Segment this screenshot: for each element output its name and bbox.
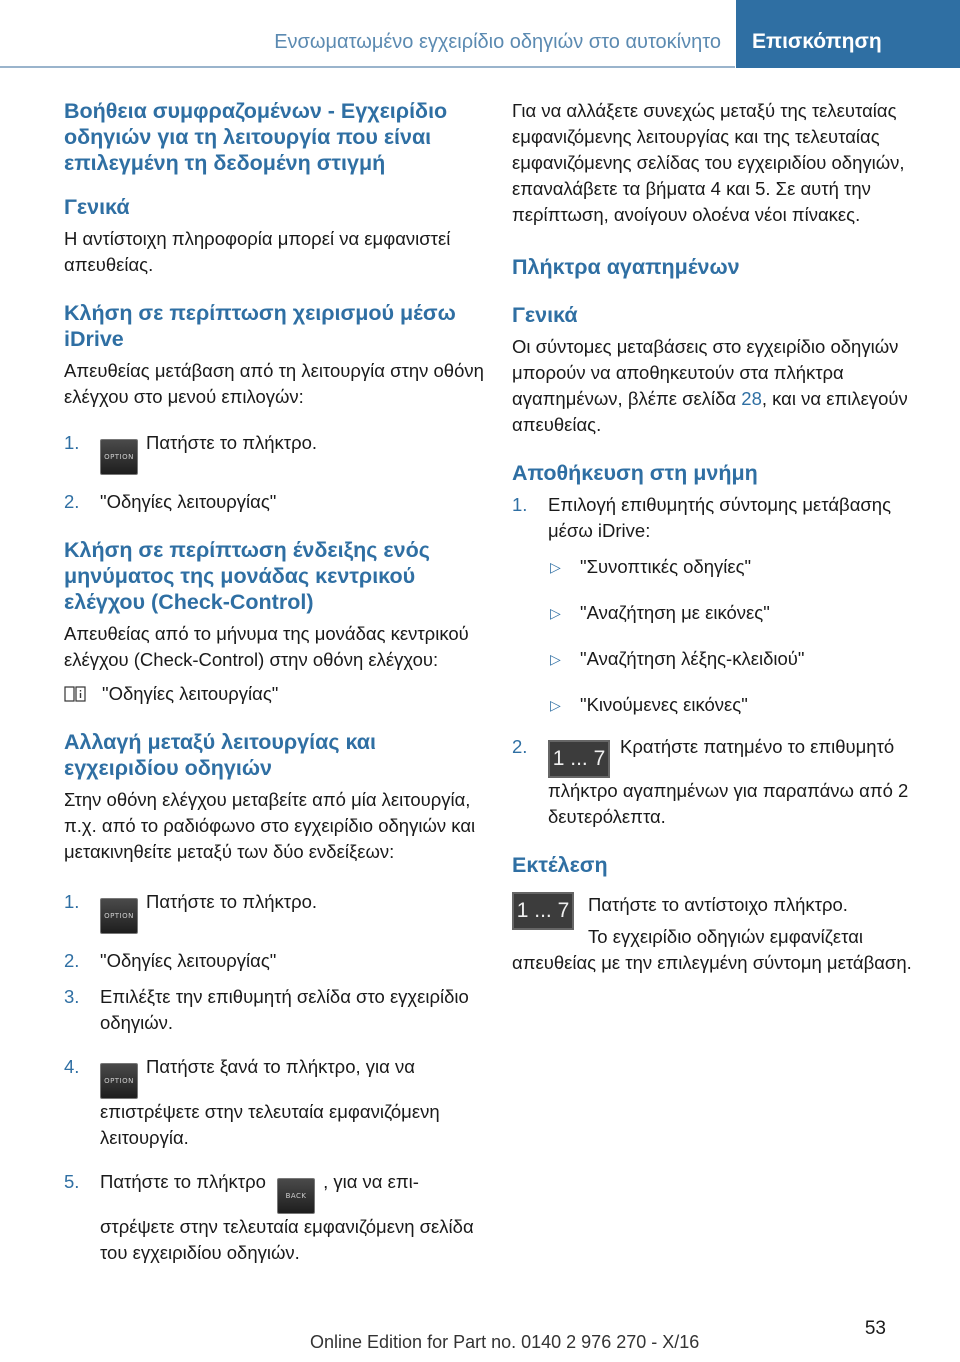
execute-text-2-content: Το εγχειρίδιο οδηγιών εμφανίζεται απευθείας με την επιλεγμένη σύντομη μετάβαση. xyxy=(512,926,912,973)
list-item xyxy=(548,692,932,718)
option-key-icon: OPTION xyxy=(100,439,138,475)
favorites-general-text xyxy=(512,334,932,438)
favorites-general-heading: Γενικά xyxy=(512,303,578,327)
shortcut-option: "Κινούμενες εικόνες" xyxy=(580,694,748,715)
store-steps xyxy=(512,492,932,830)
list-item xyxy=(512,734,932,830)
favorite-keys-icon: 1 ... 7 xyxy=(512,892,574,930)
page-link[interactable]: 28 xyxy=(741,388,762,409)
switch-heading: Αλλαγή μεταξύ λειτουργίας και εγχειριδίου οδηγιών xyxy=(64,730,376,780)
step-number: 2. xyxy=(64,950,80,971)
shortcut-option: "Συνοπτικές οδηγίες" xyxy=(580,556,752,577)
execute-block xyxy=(512,892,932,976)
option-key-icon: OPTION xyxy=(100,1063,138,1099)
step-number: 1. xyxy=(512,494,528,515)
list-item xyxy=(512,492,932,718)
header-section-tab: Επισκόπηση xyxy=(736,0,960,68)
check-control-item-text: "Οδηγίες λειτουργίας" xyxy=(102,683,279,704)
step-text: "Οδηγίες λειτουργίας" xyxy=(100,950,277,971)
idrive-text: Απευθείας μετάβαση από τη λειτουργία στην οθόνη ελέγχου στο μενού επιλογών: xyxy=(64,360,484,407)
context-help-heading: Βοήθεια συμφραζομένων - Εγχειρίδιο οδηγιών για τη λειτουργία που είναι επιλεγμένη τη δεδομένη στιγμή xyxy=(64,99,448,175)
step-text: Πατήστε το πλήκτρο. xyxy=(146,891,318,912)
switch-text: Στην οθόνη ελέγχου μεταβείτε από μία λειτουργία, π.χ. από το ραδιόφωνο στο εγχειρίδιο οδηγιών και μετακινηθείτε μεταξύ των δύο ενδείξεων: xyxy=(64,789,476,862)
list-item xyxy=(64,430,484,475)
switch-repeat-text: Για να αλλάξετε συνεχώς μεταξύ της τελευταίας εμφανιζόμενης λειτουργίας και της τελευταίας εμφανιζόμενης σελίδας του εγχειριδίου οδηγιών, επαναλάβετε τα βήματα 4 και 5. Σε αυτή την περίπτωση, ανοίγουν ολοένα νέοι πίνακες. xyxy=(512,100,905,225)
step-number: 4. xyxy=(64,1056,80,1077)
step-text: Πατήστε το πλήκτρο. xyxy=(146,432,318,453)
list-item xyxy=(64,489,484,515)
favorites-heading: Πλήκτρα αγαπημένων xyxy=(512,255,740,279)
triangle-bullet-icon: ▷ xyxy=(550,559,561,575)
check-control-item xyxy=(64,681,484,707)
general-text: Η αντίστοιχη πληροφορία μπορεί να εμφανιστεί απευθείας. xyxy=(64,228,451,275)
execute-text-1: Πατήστε το αντίστοιχο πλήκτρο. xyxy=(588,894,848,915)
list-item xyxy=(64,984,484,1036)
step-number: 1. xyxy=(64,891,80,912)
shortcut-option: "Αναζήτηση με εικόνες" xyxy=(580,602,770,623)
page-footer xyxy=(0,1318,960,1352)
list-item xyxy=(64,1169,484,1266)
step-text: Κρατήστε πατημένο το επιθυμητό πλήκτρο αγαπημένων για παραπάνω από 2 δευτερόλεπτα. xyxy=(548,736,909,827)
shortcut-options xyxy=(548,554,932,718)
step-number: 2. xyxy=(64,491,80,512)
option-key-icon: OPTION xyxy=(100,898,138,934)
step-text: Επιλέξτε την επιθυμητή σελίδα στο εγχειρίδιο οδηγιών. xyxy=(100,986,469,1033)
triangle-bullet-icon: ▷ xyxy=(550,651,561,667)
switch-steps xyxy=(64,889,484,1266)
page-number: 53 xyxy=(864,1318,886,1339)
back-key-icon: BACK xyxy=(277,1178,315,1214)
right-column xyxy=(512,98,932,992)
step-text: , για να επιστρέψετε στην τελευταία εμφανιζόμενη σελίδα του εγχειριδίου οδηγιών. xyxy=(100,1171,474,1263)
step-number: 3. xyxy=(64,986,80,1007)
execute-text-2 xyxy=(512,924,932,976)
idrive-steps xyxy=(64,430,484,515)
triangle-bullet-icon: ▷ xyxy=(550,605,561,621)
list-item xyxy=(548,600,932,626)
general-heading: Γενικά xyxy=(64,195,130,219)
execute-heading: Εκτέλεση xyxy=(512,853,608,877)
step-text: Επιλογή επιθυμητής σύντομης μετάβασης μέσω iDrive: xyxy=(548,494,892,541)
triangle-bullet-icon: ▷ xyxy=(550,697,561,713)
favorite-keys-icon: 1 ... 7 xyxy=(548,740,610,778)
favorites-general-text-b: , και να επιλεγούν απευθείας. xyxy=(512,388,908,435)
idrive-heading: Κλήση σε περίπτωση χειρισμού μέσω iDrive xyxy=(64,301,456,351)
check-control-text: Απευθείας από το μήνυμα της μονάδας κεντρικού ελέγχου (Check-Control) στην οθόνη ελέγχου: xyxy=(64,623,469,670)
edition-note: Online Edition for Part no. 0140 2 976 270 - X/16 xyxy=(310,1332,700,1352)
list-item xyxy=(548,554,932,580)
check-control-heading: Κλήση σε περίπτωση ένδειξης ενός μηνύματος της μονάδας κεντρικού ελέγχου (Check-Control) xyxy=(64,538,430,614)
list-item xyxy=(548,646,932,672)
list-item xyxy=(64,1054,484,1151)
step-number: 2. xyxy=(512,736,528,757)
step-number: 1. xyxy=(64,432,80,453)
step-text: Πατήστε ξανά το πλήκτρο, για να επιστρέψετε στην τελευταία εμφανιζόμενη λειτουργία. xyxy=(100,1056,440,1148)
left-column xyxy=(64,98,484,1282)
step-text: Πατήστε το πλήκτρο xyxy=(100,1171,266,1192)
manual-book-icon xyxy=(64,685,86,703)
list-item xyxy=(64,948,484,974)
page-header xyxy=(0,0,960,68)
list-item xyxy=(64,889,484,934)
step-number: 5. xyxy=(64,1171,80,1192)
header-title: Ενσωματωμένο εγχειρίδιο οδηγιών στο αυτοκίνητο xyxy=(0,0,735,68)
step-text: "Οδηγίες λειτουργίας" xyxy=(100,491,277,512)
shortcut-option: "Αναζήτηση λέξης-κλειδιού" xyxy=(580,648,805,669)
store-heading: Αποθήκευση στη μνήμη xyxy=(512,461,758,485)
favorites-general-text-a: Οι σύντομες μεταβάσεις στο εγχειρίδιο οδηγιών μπορούν να αποθηκευτούν στα πλήκτρα αγαπημένων, βλέπε σελίδα xyxy=(512,336,899,409)
